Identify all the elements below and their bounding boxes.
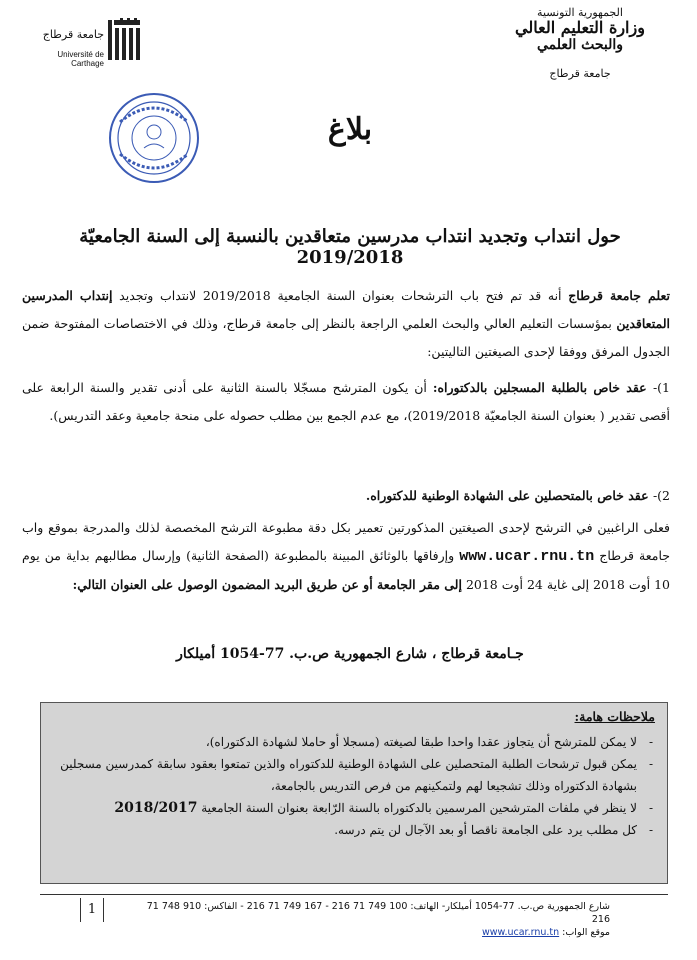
ministry-line1: وزارة التعليم العالي (515, 18, 645, 37)
note-3-year: 2018/2017 (114, 800, 198, 816)
ministry-header (485, 6, 675, 80)
postal-address: جـامعة قرطاج ، شارع الجمهورية ص.ب. 77-1054 أميلكار (176, 646, 524, 662)
notes-list (57, 731, 653, 841)
note-item: - يمكن قبول ترشحات الطلبة المتحصلين على الشهادة الوطنية للدكتوراه والذين تمتعوا بعقود سابقة كمدرسين مسجلين بشهادة الدكتوراه وذلك تشجيعا لهم ولتمكينهم من فرص التدريس بالجامعة، (57, 753, 653, 797)
intro-text2: بمؤسسات التعليم العالي والبحث العلمي الراجعة بالنظر إلى جامعة قرطاج، وذلك في الاختصاصات المفتوحة ضمن الجدول المرفق ووفقا لإحدى الصيغتين التاليتين: (22, 316, 670, 359)
apply-text1: فعلى الراغبين في الترشح لإحدى الصيغتين المذكورتين تعمير بكل دقة مطبوعة الترشح المخصصة لذلك والمدرجة بموقع واب جامعة قرطاج (22, 520, 671, 563)
option-2-number: 2)- (652, 488, 670, 503)
footer-divider (40, 894, 668, 895)
option-1-text: أن يكون المترشح مسجّلا بالسنة الثانية على أدنى تقدير والسنة الرابعة على أقصى تقدير ( بعنوان السنة الجامعيّة 2019/2018)، مع عدم الجمع بين مطلب حصوله على منحة جامعية وعقد التدريس). (22, 380, 670, 423)
notes-title: ملاحظات هامة: (574, 709, 655, 724)
logo-french-text: Université de Carthage (57, 50, 104, 68)
footer-web-link[interactable]: www.ucar.rnu.tn (482, 927, 560, 938)
footer-contact (140, 900, 610, 939)
application-paragraph (22, 514, 670, 599)
notes-box (40, 702, 668, 884)
option-1 (22, 374, 670, 430)
note-item (57, 797, 653, 819)
ministry-line2: والبحث العلمي (536, 37, 624, 53)
republic-label: الجمهورية التونسية (537, 6, 623, 19)
intro-paragraph (22, 282, 670, 366)
university-label: جامعة قرطاج (549, 67, 611, 80)
notice-subject: حول انتداب وتجديد انتداب مدرسين متعاقدين بالنسبة إلى السنة الجامعيّة 2019/2018 (79, 226, 621, 268)
university-logo (24, 18, 134, 74)
intro-text1: أنه قد تم فتح باب الترشحات بعنوان السنة الجامعية 2019/2018 لانتداب وتجديد (112, 288, 569, 303)
official-stamp-icon (108, 92, 200, 184)
carthage-columns-icon (108, 18, 140, 62)
page-number: 1 (80, 898, 104, 922)
notice-title: بلاغ (327, 112, 373, 147)
option-1-number: 1)- (652, 380, 670, 395)
apply-text2: وإرفاقها بالوثائق المبينة بالمطبوعة (الصفحة الثانية) وإرسال مطالبهم بداية من يوم 10 أوت 2018 إلى غاية 24 أوت 2018 (22, 548, 670, 592)
logo-arabic-text: جامعة قرطاج (42, 28, 104, 41)
note-item: - لا يمكن للمترشح أن يتجاوز عقدا واحدا طبقا لصيغته (مسجلا أو حاملا لشهادة الدكتوراه)، (57, 731, 653, 753)
option-1-heading: عقد خاص بالطلبة المسجلين بالدكتوراه: (432, 380, 653, 395)
note-item: - كل مطلب يرد على الجامعة ناقصا أو بعد الآجال لن يتم درسه. (57, 819, 653, 841)
footer-web-label: موقع الواب: (559, 927, 610, 938)
option-2 (22, 482, 670, 510)
note-3-text: لا ينظر في ملفات المترشحين المرسمين بالدكتوراه بالسنة الرّابعة بعنوان السنة الجامعية (197, 801, 637, 815)
option-2-heading: عقد خاص بالمتحصلين على الشهادة الوطنية للدكتوراه. (365, 488, 653, 503)
website-link[interactable]: www.ucar.rnu.tn (459, 548, 595, 565)
footer-address-line: شارع الجمهورية ص.ب. 77-1054 أميلكار- الهاتف: 100 749 71 216 - 167 749 71 216 - الفاكس: 910 748 71 216 (146, 901, 610, 925)
intro-org: تعلم جامعة قرطاج (568, 288, 670, 303)
footer-web-line (140, 926, 610, 939)
apply-bold: إلى مقر الجامعة أو عن طريق البريد المضمون الوصول على العنوان التالي: (72, 577, 462, 592)
intro-bold2: إنتداب المدرسين المتعاقدين (22, 288, 670, 331)
